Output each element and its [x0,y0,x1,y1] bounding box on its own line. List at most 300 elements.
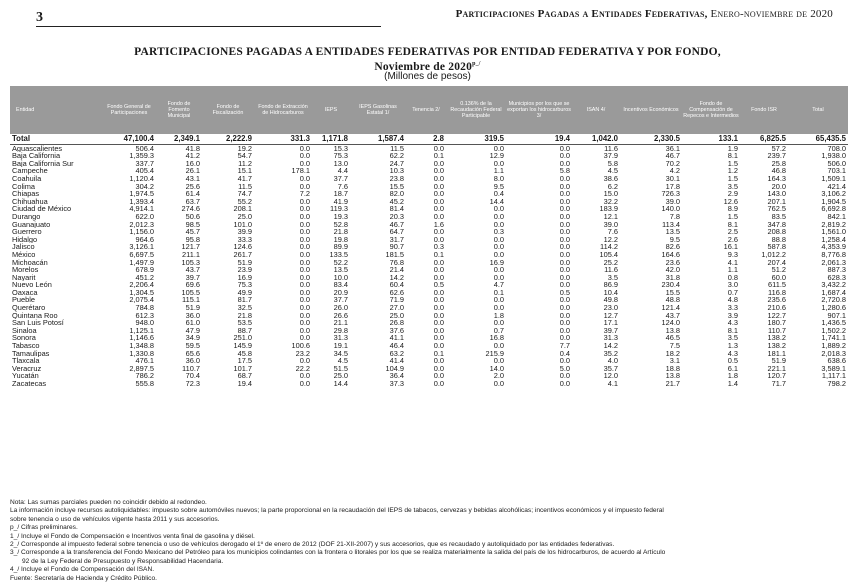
table-cell: 0.0 [559,228,570,236]
table-cell: 4.1 [727,258,738,267]
table-cell: 51.2 [771,266,786,274]
table-cell: 19.1 [333,342,348,350]
footnote-line: 1_/ Incluye el Fondo de Compensación e Incentivos venta final de gasolina y diésel. [10,532,255,540]
column-header: 0.136% de la Recaudación Federal Participable [446,86,506,134]
table-cell: 215.9 [485,349,504,358]
table-cell: 51.5 [333,364,348,373]
table-cell: 1,974.5 [129,190,154,198]
table-cell: 8.1 [727,152,738,160]
table-cell: 32.5 [237,304,252,312]
table-cell: 0.7 [493,326,504,335]
table-cell: 2,075.4 [129,296,154,305]
table-cell: 3,589.1 [821,364,846,373]
table-cell: 1,258.4 [821,235,846,244]
table-cell: 10.4 [603,288,618,297]
table-cell: 0.0 [299,380,310,388]
table-row [10,327,848,335]
column-header: Tenencia 2/ [406,86,446,134]
table-cell: 88.7 [237,326,252,335]
table-cell: 6,697.5 [129,250,154,259]
table-cell: 1,561.0 [821,228,846,236]
table-cell: 0.0 [299,273,310,282]
table-cell: 15.0 [603,190,618,198]
table-cell: 37.6 [389,326,404,335]
table-cell: 113.4 [662,220,680,229]
table-cell: 10.3 [389,167,404,175]
table-cell: 7.8 [669,212,680,221]
table-cell: 0.0 [299,159,310,168]
table-cell: 0.0 [299,334,310,343]
table-cell: 0.0 [559,205,570,213]
table-cell: 32.2 [603,197,618,206]
table-cell: 0.0 [299,288,310,297]
table-cell: 13.8 [665,372,680,380]
table-cell: 1,304.5 [129,288,154,297]
table-cell: 0.0 [433,326,444,335]
table-cell: 8.9 [727,205,738,213]
table-cell: 0.0 [299,144,310,153]
table-cell: 0.0 [559,311,570,320]
table-cell: 64.7 [389,228,404,236]
table-cell: 0.0 [559,174,570,183]
table-cell: 2.9 [727,190,738,198]
table-cell: 72.3 [185,380,200,388]
footnote-line: Nota: Las sumas parciales pueden no coincidir debido al redondeo. [10,499,207,506]
table-cell: 2.6 [727,235,738,244]
table-cell: 1,146.6 [129,334,154,343]
table-cell: 0.0 [299,212,310,221]
table-cell: 0.1 [433,152,444,160]
table-row [10,205,848,213]
table-cell: 0.0 [493,250,504,259]
table-cell: 208.8 [767,228,786,236]
table-cell: 0.0 [559,326,570,335]
table-cell: 13.0 [333,159,348,168]
state-name: Colima [12,182,35,191]
table-cell: 221.1 [767,364,786,373]
state-name: Baja California Sur [12,159,74,168]
table-cell: 0.0 [433,167,444,175]
table-cell: 5.8 [559,167,570,175]
table-cell: 628.3 [827,273,846,282]
total-cell: 65,435.5 [788,134,848,144]
table-cell: 17.8 [665,182,680,191]
state-name: Morelos [12,266,39,274]
title-line1: PARTICIPACIONES PAGADAS A ENTIDADES FEDERATIVAS POR ENTIDAD FEDERATIVA Y POR FONDO, [134,46,721,58]
table-cell: 70.2 [665,159,680,168]
table-cell: 62.2 [389,152,404,160]
table-cell: 0.0 [433,205,444,213]
table-cell: 20.0 [771,182,786,191]
table-cell: 887.3 [827,266,846,274]
table-cell: 48.8 [665,296,680,305]
column-header: IEPS Gasolinas Estatal 1/ [350,86,406,134]
state-name: Nuevo León [12,281,52,289]
table-row [10,304,848,312]
table-cell: 49.9 [237,288,252,297]
table-cell: 7.7 [559,342,570,350]
table-cell: 61.0 [185,319,200,327]
table-cell: 39.0 [665,197,680,206]
table-row [10,266,848,274]
table-cell: 21.8 [237,311,252,320]
table-cell: 43.7 [185,266,200,274]
table-cell: 786.2 [135,372,154,380]
table-cell: 235.6 [767,296,786,305]
table-cell: 14.4 [489,197,504,206]
participaciones-table [10,86,848,388]
table-cell: 1,509.1 [821,174,846,183]
table-cell: 104.9 [385,364,404,373]
table-cell: 86.9 [603,281,618,289]
table-cell: 0.0 [559,372,570,380]
running-period: Enero-noviembre de 2020 [710,8,833,20]
table-row [10,334,848,342]
table-row [10,274,848,282]
table-cell: 25.6 [185,182,200,191]
table-cell: 612.3 [135,311,154,320]
table-row [10,289,848,297]
table-cell: 65.6 [185,349,200,358]
table-cell: 34.9 [185,334,200,343]
state-name: Sinaloa [12,326,37,335]
table-cell: 90.7 [389,243,404,251]
table-cell: 6.1 [727,364,738,373]
state-name: Durango [12,212,41,221]
table-cell: 0.0 [433,144,444,153]
table-cell: 143.0 [767,190,786,198]
table-cell: 20.3 [389,212,404,221]
table-row [10,380,848,388]
table-cell: 0.0 [493,212,504,221]
table-cell: 4.4 [337,167,348,175]
table-cell: 41.4 [389,357,404,365]
table-cell: 0.0 [493,144,504,153]
state-name: Chihuahua [12,197,48,206]
table-cell: 42.0 [665,266,680,274]
state-name: Veracruz [12,364,42,373]
total-cell: 133.1 [682,134,740,144]
table-cell: 9.5 [493,182,504,191]
table-cell: 88.8 [771,235,786,244]
table-cell: 0.0 [433,228,444,236]
table-cell: 101.7 [233,364,252,373]
table-cell: 15.3 [333,144,348,153]
table-cell: 12.0 [603,372,618,380]
table-cell: 57.2 [771,144,786,153]
table-cell: 0.0 [299,319,310,327]
table-cell: 0.5 [727,357,738,365]
state-name: Querétaro [12,304,46,312]
table-cell: 261.7 [233,250,252,259]
table-cell: 114.2 [600,243,618,251]
table-cell: 2.5 [727,228,738,236]
table-cell: 14.2 [389,273,404,282]
state-name: Sonora [12,334,36,343]
table-cell: 95.8 [185,235,200,244]
table-cell: 6,692.8 [821,205,846,213]
table-cell: 14.0 [489,364,504,373]
table-cell: 207.1 [767,197,786,206]
state-name: Guanajuato [12,220,51,229]
table-cell: 0.0 [433,190,444,198]
table-cell: 37.7 [333,296,348,305]
table-cell: 133.5 [329,250,348,259]
table-cell: 101.0 [233,220,252,229]
column-header: Incentivos Económicos [620,86,682,134]
footnote-line: p_/ Cifras preliminares. [10,524,78,532]
table-cell: 0.0 [493,220,504,229]
table-cell: 1,741.1 [821,334,846,343]
table-cell: 0.0 [559,273,570,282]
table-row [10,365,848,373]
table-cell: 19.4 [237,380,252,388]
state-name: Tlaxcala [12,357,40,365]
table-cell: 506.4 [135,144,154,153]
table-cell: 16.9 [237,273,252,282]
table-header-row [10,86,848,134]
footnotes [10,499,850,583]
table-cell: 2,720.8 [821,296,846,305]
table-cell: 75.3 [237,281,252,289]
table-cell: 0.5 [559,288,570,297]
table-cell: 19.2 [237,144,252,153]
table-cell: 51.9 [185,304,200,312]
table-cell: 0.8 [727,273,738,282]
table-row [10,221,848,229]
table-cell: 0.0 [559,235,570,244]
table-cell: 71.9 [389,296,404,305]
table-cell: 15.5 [665,288,680,297]
table-cell: 0.0 [299,281,310,289]
table-cell: 506.0 [827,159,846,168]
table-cell: 23.6 [665,258,680,267]
table-cell: 678.9 [135,266,154,274]
table-cell: 12.9 [489,152,504,160]
table-row [10,190,848,198]
table-cell: 0.1 [433,349,444,358]
table-cell: 34.5 [333,349,348,358]
table-cell: 1.8 [493,311,504,320]
footnote-line: 3_/ Corresponde a la transferencia del Fondo Mexicano del Petróleo para los municipios colindantes con la frontera o litorales por los que se realiza materialmente la salida del país de los hidrocarburos, de acuerdo al Artículo [10,549,666,557]
units-label: (Millones de pesos) [384,71,471,82]
table-cell: 555.8 [135,380,154,388]
table-cell: 11.2 [238,159,252,168]
table-cell: 4.3 [727,319,738,327]
table-cell: 0.0 [559,197,570,206]
table-cell: 26.0 [333,304,348,312]
table-cell: 36.4 [389,372,404,380]
table-cell: 7.6 [337,182,348,191]
table-cell: 1,156.0 [129,228,154,236]
table-cell: 37.7 [333,174,348,183]
table-cell: 22.2 [295,364,310,373]
table-cell: 8.0 [493,174,504,183]
table-cell: 0.0 [493,235,504,244]
table-cell: 8,776.8 [821,250,846,259]
table-cell: 3.5 [727,334,738,343]
state-name: Chiapas [12,190,40,198]
table-cell: 140.0 [661,205,680,213]
table-cell: 0.0 [433,334,444,343]
state-name: Hidalgo [12,235,38,244]
table-cell: 8.1 [727,220,738,229]
table-cell: 0.0 [433,273,444,282]
page-number: 3 [36,10,43,25]
table-cell: 38.6 [603,174,618,183]
table-cell: 7.6 [607,228,618,236]
table-cell: 762.5 [767,205,786,213]
table-cell: 37.3 [389,380,404,388]
table-cell: 55.2 [237,197,252,206]
table-cell: 0.0 [493,266,504,274]
table-cell: 1,359.3 [129,152,154,160]
table-cell: 3,106.2 [821,190,846,198]
table-row [10,350,848,358]
table-cell: 0.0 [433,372,444,380]
column-header: Fondo de Compensación de Repecos e Intermedios [682,86,740,134]
table-cell: 15.1 [237,167,252,175]
state-name: Tamaulipas [12,349,50,358]
state-name: Ciudad de México [12,205,72,213]
table-cell: 0.0 [299,372,310,380]
table-cell: 62.6 [389,288,404,297]
total-cell: 2,330.5 [620,134,682,144]
table-cell: 18.8 [665,364,680,373]
table-cell: 1,889.2 [821,342,846,350]
table-cell: 60.0 [771,273,786,282]
table-cell: 0.0 [559,144,570,153]
table-cell: 41.7 [237,174,252,183]
column-header: Total [788,86,848,134]
table-cell: 1.8 [727,372,738,380]
footnote-line: 92 de la Ley Federal de Presupuesto y Responsabilidad Hacendaria. [22,557,224,565]
table-cell: 164.6 [661,250,680,259]
state-name: San Luis Potosí [12,319,64,327]
table-cell: 61.4 [185,190,200,198]
table-cell: 421.4 [827,182,846,191]
table-cell: 3.5 [607,273,618,282]
state-name: Jalisco [12,243,35,251]
table-cell: 7.2 [299,190,310,198]
table-cell: 208.1 [233,205,252,213]
table-cell: 0.0 [559,182,570,191]
table-cell: 703.1 [827,167,846,175]
table-cell: 0.0 [299,182,310,191]
running-title: Participaciones Pagadas a Entidades Federativas, [455,8,708,20]
table-cell: 3.3 [727,304,738,312]
column-header: Fondo General de Participaciones [102,86,156,134]
table-cell: 51.9 [771,357,786,365]
table-cell: 63.7 [185,197,200,206]
total-cell: 6,825.5 [740,134,788,144]
state-name: Guerrero [12,228,42,236]
table-cell: 0.0 [559,334,570,343]
total-cell: 19.4 [506,134,572,144]
table-cell: 1.3 [727,342,738,350]
table-cell: 210.6 [767,304,786,312]
table-cell: 4.3 [727,349,738,358]
table-cell: 0.0 [493,205,504,213]
table-cell: 0.0 [433,159,444,168]
table-cell: 798.2 [827,380,846,388]
table-row [10,259,848,267]
table-cell: 81.4 [389,205,404,213]
table-cell: 0.0 [433,319,444,327]
table-cell: 0.3 [493,228,504,236]
table-cell: 611.5 [768,281,786,289]
state-name: México [12,250,36,259]
table-cell: 26.8 [389,319,404,327]
state-name: Campeche [12,167,48,175]
table-cell: 16.8 [489,334,504,343]
footnote-line: sobre tenencia o uso de vehículos vigente hasta 2011 y sus accesorios. [10,515,220,523]
table-cell: 0.0 [493,357,504,365]
table-cell: 70.4 [185,372,200,380]
table-cell: 0.0 [299,296,310,305]
table-cell: 47.9 [185,326,200,335]
table-row [10,213,848,221]
table-cell: 39.7 [185,273,200,282]
table-cell: 1,393.4 [129,197,154,206]
table-cell: 0.0 [493,273,504,282]
total-cell: 319.5 [446,134,506,144]
table-cell: 26.1 [185,167,200,175]
table-cell: 17.1 [603,319,618,327]
table-cell: 31.8 [665,273,680,282]
column-header: Fondo de Extracción de Hidrocarburos [254,86,312,134]
table-row [10,160,848,168]
total-cell: 47,100.4 [102,134,156,144]
table-cell: 45.2 [389,197,404,206]
table-cell: 1,125.1 [129,326,154,335]
table-cell: 7.5 [669,342,680,350]
table-cell: 11.6 [604,266,618,274]
table-row [10,144,848,152]
table-cell: 4.8 [727,296,738,305]
table-cell: 0.0 [493,342,504,350]
column-header: Entidad [10,86,102,134]
table-cell: 23.8 [389,174,404,183]
table-cell: 25.2 [603,258,618,267]
table-cell: 0.0 [493,380,504,388]
column-header: ISAN 4/ [572,86,620,134]
table-cell: 726.3 [661,190,680,198]
table-cell: 9.5 [669,235,680,244]
table-cell: 0.0 [299,220,310,229]
table-cell: 105.4 [599,250,618,259]
table-cell: 964.6 [135,235,154,244]
column-header: IEPS [312,86,350,134]
table-cell: 1,280.6 [821,304,846,312]
table-row [10,167,848,175]
table-cell: 0.0 [433,311,444,320]
table-cell: 31.3 [603,334,618,343]
table-cell: 41.2 [185,152,200,160]
table-cell: 20.9 [333,288,348,297]
column-header: Fondo ISR [740,86,788,134]
table-cell: 0.0 [299,197,310,206]
table-cell: 230.4 [661,281,680,289]
table-cell: 35.7 [603,364,618,373]
state-name: Yucatán [12,372,39,380]
table-cell: 180.7 [767,319,786,327]
table-cell: 2,018.3 [821,349,846,358]
table-cell: 41.9 [333,197,348,206]
table-cell: 1,330.8 [129,349,154,358]
table-cell: 0.0 [299,326,310,335]
table-cell: 0.0 [299,311,310,320]
